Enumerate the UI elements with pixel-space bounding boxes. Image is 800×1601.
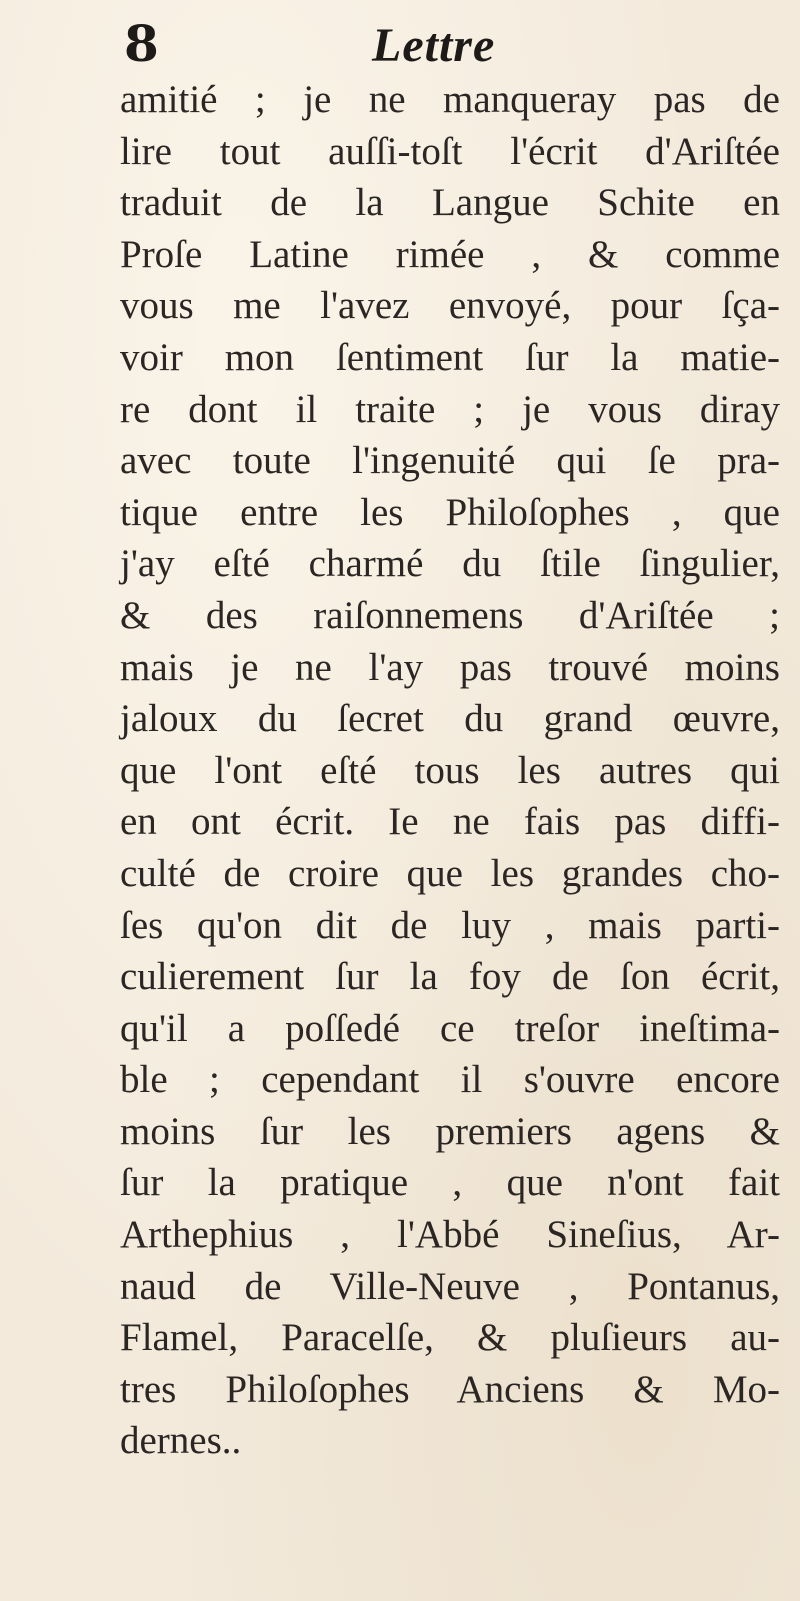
text-line: traduit de la Langue Schite en xyxy=(120,181,780,225)
text-line: que l'ont eſté tous les autres qui xyxy=(120,748,780,792)
page-header xyxy=(0,12,800,82)
text-line: Flamel, Paracelſe, & pluſieurs au- xyxy=(120,1316,780,1360)
text-line: voir mon ſentiment ſur la matie- xyxy=(120,335,780,379)
page-number: 8 xyxy=(124,14,159,73)
text-line: tres Philoſophes Anciens & Mo- xyxy=(120,1367,780,1411)
letter-body-text xyxy=(120,74,780,1467)
text-line: dernes.. xyxy=(120,1419,242,1463)
text-line: en ont écrit. Ie ne fais pas diffi- xyxy=(120,800,780,844)
text-line: j'ay eſté charmé du ſtile ſingulier, xyxy=(120,542,780,586)
text-line: qu'il a poſſedé ce treſor ineſtima- xyxy=(120,1006,780,1050)
text-line: ſur la pratique , que n'ont fait xyxy=(120,1161,780,1205)
text-line: & des raiſonnemens d'Ariſtée ; xyxy=(120,593,780,637)
text-line: re dont il traite ; je vous diray xyxy=(120,387,780,431)
text-line: Proſe Latine rimée , & comme xyxy=(120,232,780,276)
text-line: lire tout auſſi-toſt l'écrit d'Ariſtée xyxy=(120,129,780,173)
text-line: tique entre les Philoſophes , que xyxy=(120,490,780,534)
text-line: culté de croire que les grandes cho- xyxy=(120,851,780,895)
running-title: Lettre xyxy=(372,19,496,72)
text-line: Arthephius , l'Abbé Sineſius, Ar- xyxy=(120,1213,780,1257)
text-line: avec toute l'ingenuité qui ſe pra- xyxy=(120,439,780,483)
text-line: vous me l'avez envoyé, pour ſça- xyxy=(120,284,780,328)
text-line: amitié ; je ne manqueray pas de xyxy=(120,78,780,121)
text-line: jaloux du ſecret du grand œuvre, xyxy=(120,697,780,741)
text-line: naud de Ville-Neuve , Pontanus, xyxy=(120,1264,780,1308)
text-line: mais je ne l'ay pas trouvé moins xyxy=(120,645,780,689)
text-line: ſes qu'on dit de luy , mais parti- xyxy=(120,903,780,947)
text-line: ble ; cependant il s'ouvre encore xyxy=(120,1058,780,1102)
text-line: culierement ſur la foy de ſon écrit, xyxy=(120,955,780,999)
text-line: moins ſur les premiers agens & xyxy=(120,1109,780,1153)
